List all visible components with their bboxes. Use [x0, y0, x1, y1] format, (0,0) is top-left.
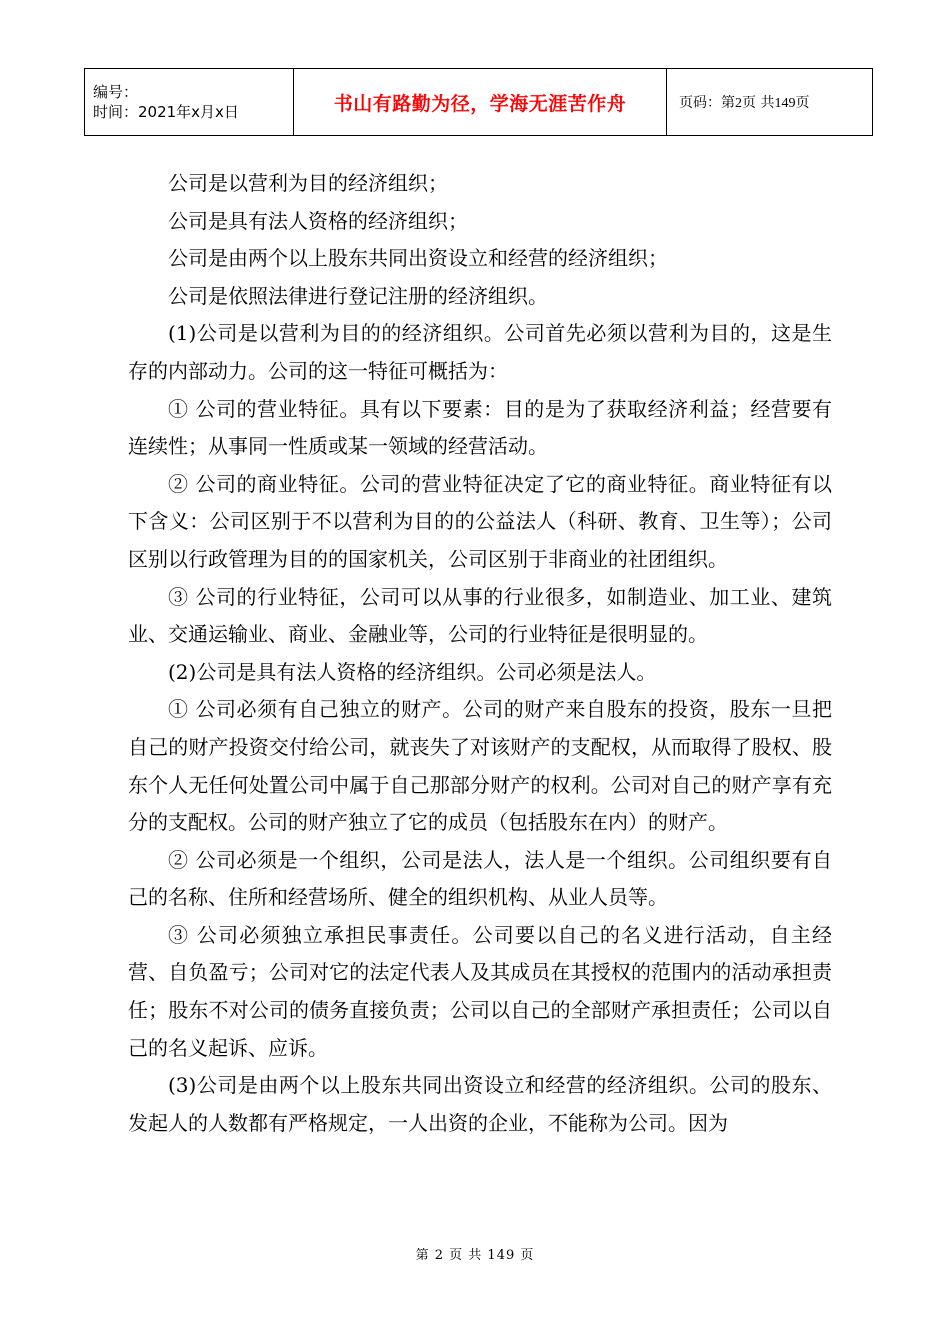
document-number-label: 编号： [93, 83, 139, 101]
paragraph: 公司是以营利为目的经济组织； [168, 171, 448, 195]
page-label-suffix: 页 [795, 95, 810, 111]
paragraph: (1)公司是以营利为目的的经济组织。公司首先必须以营利为目的，这是生存的内部动力。公司的这一特征可概括为： [128, 321, 832, 383]
paragraph: ③ 公司的行业特征，公司可以从事的行业很多，如制造业、加工业、建筑业、交通运输业、商业、金融业等，公司的行业特征是很明显的。 [128, 584, 832, 647]
paragraph: (2)公司是具有法人资格的经济组织。公司必须是法人。 [168, 659, 657, 684]
paragraph: 公司是具有法人资格的经济组织； [168, 208, 468, 233]
header-motto: 书山有路勤为径，学海无涯苦作舟 [294, 69, 667, 136]
page-label-prefix: 页码：第 [679, 95, 735, 111]
header-page-info [667, 69, 873, 136]
paragraph: 公司是依照法律进行登记注册的经济组织。 [168, 283, 548, 308]
paragraph: ② 公司必须是一个组织，公司是法人，法人是一个组织。公司组织要有自己的名称、住所和经营场所、健全的组织机构、从业人员等。 [128, 847, 832, 910]
page-footer: 第 2 页 共 149 页 [415, 1248, 535, 1263]
page-total: 149 [774, 96, 796, 111]
header-table [84, 68, 873, 136]
paragraph: (3)公司是由两个以上股东共同出资设立和经营的经济组织。公司的股东、发起人的人数都有严格规定，一人出资的企业，不能称为公司。因为 [128, 1073, 832, 1135]
paragraph: ③ 公司必须独立承担民事责任。公司要以自己的名义进行活动，自主经营、自负盈亏；公司对它的法定代表人及其成员在其授权的范围内的活动承担责任；股东不对公司的债务直接负责；公司以自己的全部财产承担责任；公司以自己的名义起诉、应诉。 [128, 922, 832, 1060]
page-label-mid: 页 共 [742, 95, 775, 111]
paragraph: ① 公司的营业特征。具有以下要素：目的是为了获取经济利益；经营要有连续性；从事同一性质或某一领域的经营活动。 [128, 396, 832, 459]
paragraph: ① 公司必须有自己独立的财产。公司的财产来自股东的投资，股东一旦把自己的财产投资交付给公司，就丧失了对该财产的支配权，从而取得了股权、股东个人无任何处置公司中属于自己那部分财产的权利。公司对自己的财产享有充分的支配权。公司的财产独立了它的成员（包括股东在内）的财产。 [128, 697, 832, 835]
header-meta [85, 69, 294, 136]
page-current: 2 [735, 96, 742, 111]
paragraph: 公司是由两个以上股东共同出资设立和经营的经济组织； [168, 246, 668, 271]
paragraph: ② 公司的商业特征。公司的营业特征决定了它的商业特征。商业特征有以下含义：公司区别于不以营利为目的的公益法人（科研、教育、卫生等）；公司区别以行政管理为目的的国家机关，公司区别于非商业的社团组织。 [128, 471, 832, 571]
document-date-label: 时间：2021年x月x日 [93, 103, 239, 121]
document-body [128, 165, 832, 1142]
